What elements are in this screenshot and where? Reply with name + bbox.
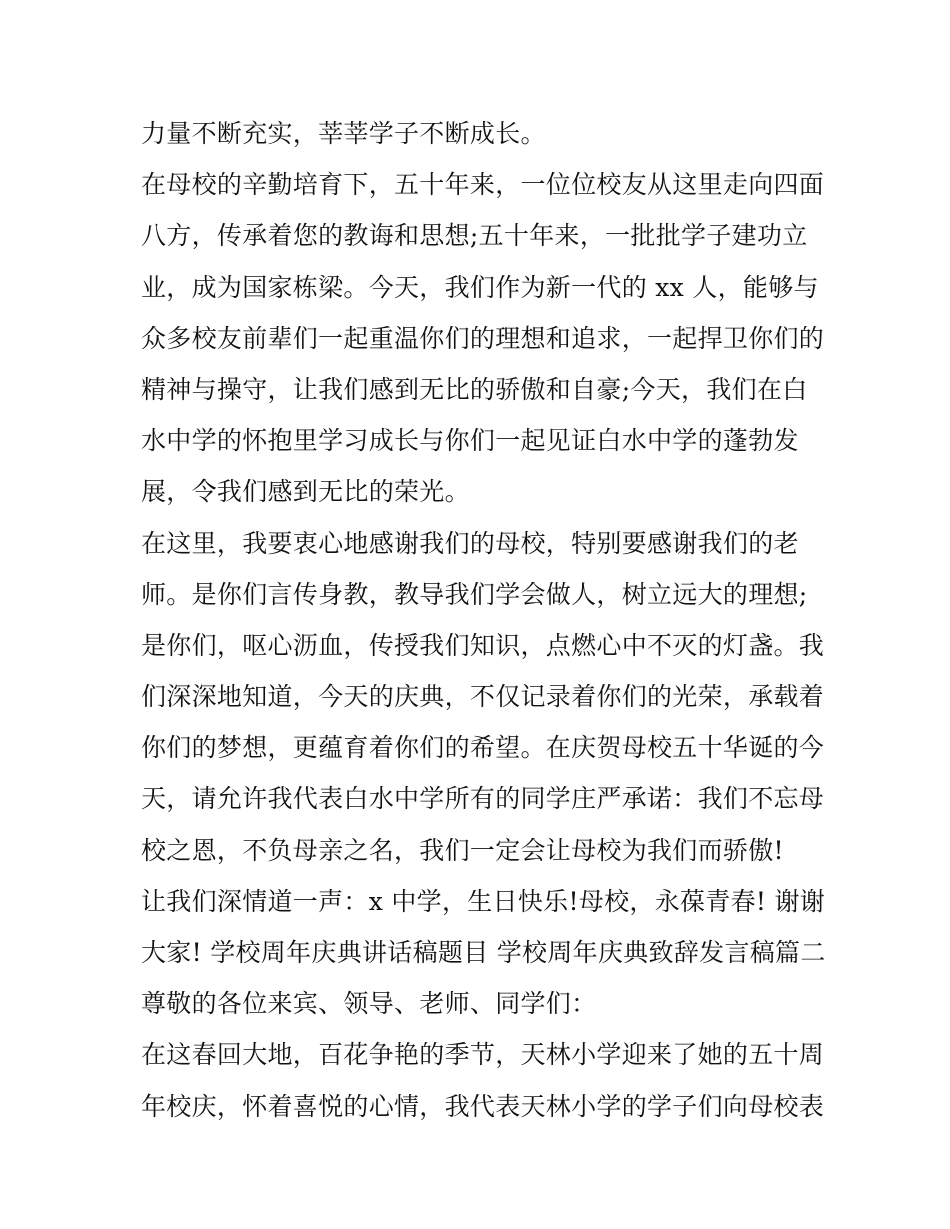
text-line: 业，成为国家栋梁。今天，我们作为新一代的 xx 人，能够与 bbox=[141, 272, 819, 302]
text-line: 在母校的辛勤培育下，五十年来，一位位校友从这里走向四面 bbox=[141, 170, 825, 200]
text-line: 大家! 学校周年庆典讲话稿题目 学校周年庆典致辞发言稿篇二 bbox=[141, 938, 826, 967]
text-line: 是你们，呕心沥血，传授我们知识，点燃心中不灭的灯盏。我 bbox=[141, 630, 825, 660]
text-line: 水中学的怀抱里学习成长与你们一起见证白水中学的蓬勃发 bbox=[141, 426, 799, 456]
text-line: 展，令我们感到无比的荣光。 bbox=[141, 477, 470, 507]
text-line: 让我们深情道一声：x 中学，生日快乐!母校，永葆青春! 谢谢 bbox=[141, 886, 826, 916]
text-line: 在这春回大地，百花争艳的季节，天林小学迎来了她的五十周 bbox=[141, 1040, 825, 1070]
text-line: 们深深地知道，今天的庆典，不仅记录着你们的光荣，承载着 bbox=[141, 682, 825, 712]
text-line: 尊敬的各位来宾、领导、老师、同学们： bbox=[141, 989, 597, 1019]
text-line: 你们的梦想，更蕴育着你们的希望。在庆贺母校五十华诞的今 bbox=[141, 733, 825, 763]
text-line: 精神与操守，让我们感到无比的骄傲和自豪;今天，我们在白 bbox=[141, 374, 808, 404]
text-line: 众多校友前辈们一起重温你们的理想和追求，一起捍卫你们的 bbox=[141, 323, 825, 353]
text-line: 师。是你们言传身教，教导我们学会做人，树立远大的理想; bbox=[141, 579, 808, 609]
text-line: 力量不断充实，莘莘学子不断成长。 bbox=[141, 119, 546, 148]
text-line: 年校庆，怀着喜悦的心情，我代表天林小学的学子们向母校表 bbox=[141, 1091, 825, 1121]
text-line: 在这里，我要衷心地感谢我们的母校，特别要感谢我们的老 bbox=[141, 528, 799, 558]
document-body bbox=[141, 108, 826, 1132]
text-line: 八方，传承着您的教诲和思想;五十年来，一批批学子建功立 bbox=[141, 221, 808, 251]
text-line: 校之恩，不负母亲之名，我们一定会让母校为我们而骄傲! bbox=[141, 835, 784, 865]
text-line: 天，请允许我代表白水中学所有的同学庄严承诺：我们不忘母 bbox=[141, 784, 825, 814]
